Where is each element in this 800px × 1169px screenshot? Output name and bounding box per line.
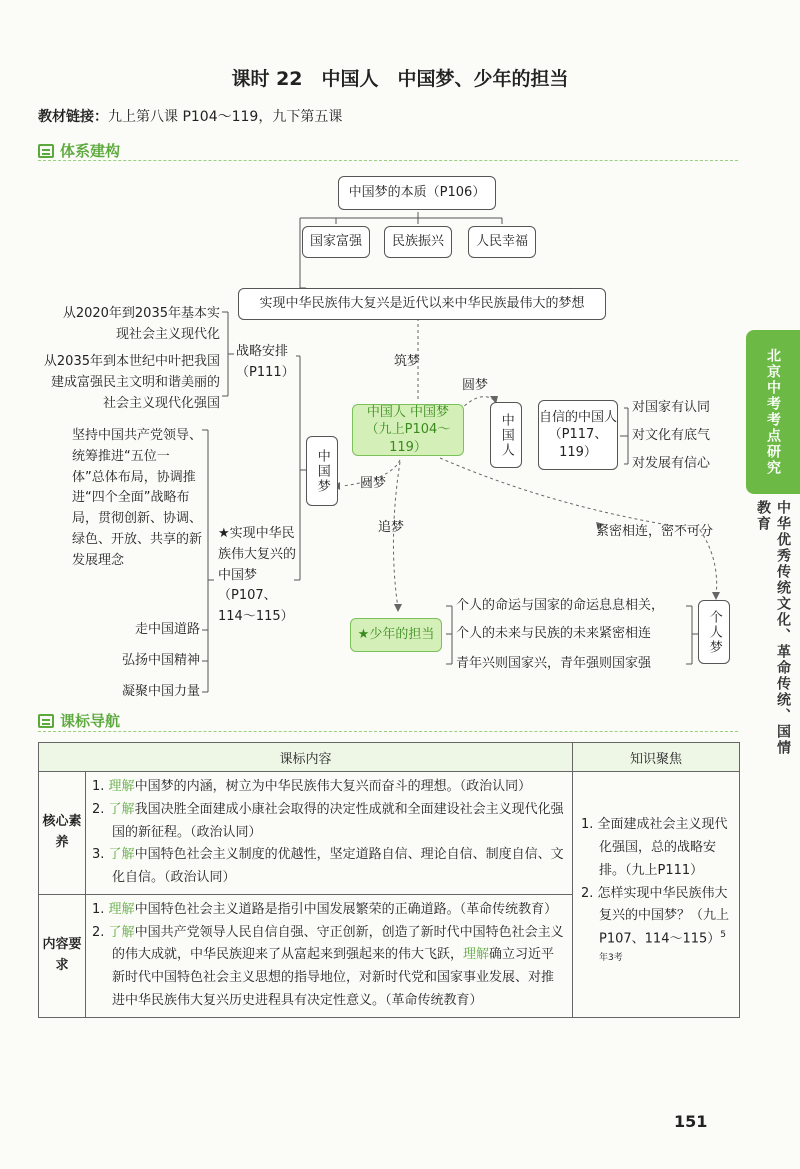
list-item: [92, 844, 566, 890]
strategy-item-2035: 从2020年到2035年基本实现社会主义现代化: [62, 306, 220, 342]
confident-item-culture: 对文化有底气: [632, 428, 711, 443]
textbook-link-label: 教材链接：: [38, 109, 108, 125]
table-header-row: [39, 743, 740, 772]
zhongguomeng-box: 中国梦: [306, 436, 338, 506]
item-verb: 理解: [463, 947, 490, 963]
dream-definition-box: 实现中华民族伟大复兴是近代以来中华民族最伟大的梦想: [238, 288, 606, 320]
essence-box: 中国梦的本质（P106）: [338, 176, 496, 210]
item-verb: 理解: [108, 779, 135, 794]
textbook-link-text: 九上第八课 P104～119，九下第五课: [108, 109, 343, 125]
essence-item-national-rejuvenation: 民族振兴: [384, 226, 452, 258]
center-pages: （九上P104～119）: [365, 422, 451, 455]
focus-text: 怎样实现中华民族伟大复兴的中国梦？（九上 P107、114～115）: [597, 885, 730, 947]
item-verb: 了解: [108, 801, 135, 817]
col-header-content: 课标内容: [39, 743, 573, 772]
item-text: 中国共产党领导人民自信自强、守正创新，创造了新时代中国特色社会主义的伟大成就，中华民族迎来了从富起来到强起来的伟大飞跃，: [112, 924, 564, 963]
item-text: 中国特色社会主义制度的优越性，坚定道路自信、理论自信、制度自信、文化自信。（政治认同）: [112, 847, 564, 885]
item-num: 2.: [92, 801, 105, 817]
section-title-system: 体系建构: [60, 142, 121, 160]
item-text: 中国梦的内涵，树立为中华民族伟大复兴而奋斗的理想。（政治认同）: [134, 779, 532, 794]
section-divider: [38, 731, 738, 732]
yuanmeng-label-upper: 圆梦: [462, 378, 489, 393]
item-num: 1.: [92, 779, 105, 794]
youth-box: ★少年的担当: [350, 618, 442, 652]
realize-item-road: 走中国道路: [134, 622, 200, 637]
item-text: 确立习近平新时代中国特色社会主义思想的指导地位，对新时代党和国家事业发展、对推进中华民族伟大复兴历史进程具有决定性意义。（革命传统教育）: [112, 947, 555, 1008]
section-header-standards: [38, 710, 120, 731]
table-row: [39, 772, 740, 895]
confident-item-country: 对国家有认同: [632, 400, 711, 415]
core-items: [86, 772, 573, 895]
item-verb: 了解: [108, 924, 135, 940]
center-box: [352, 404, 464, 456]
zhongguoren-box: 中国人: [490, 402, 522, 468]
strategy-label: 战略安排（P111）: [236, 344, 295, 380]
realize-item-principles: 坚持中国共产党领导、统筹推进“五位一体”总体布局，协调推进“四个全面”战略布局，贯彻创新、协调、绿色、开放、共享的新发展理念: [72, 428, 203, 568]
essence-item-prosperous-country: 国家富强: [302, 226, 370, 258]
list-item: [92, 922, 566, 1013]
youth-item-youth-strong: 青年兴则国家兴，青年强则国家强: [456, 656, 652, 671]
focus-num: 1.: [581, 817, 594, 833]
center-title: 中国人 中国梦: [366, 404, 450, 420]
side-tab-topic: 北京中考考点研究: [746, 330, 800, 494]
realize-item-strength: 凝聚中国力量: [121, 684, 200, 699]
item-verb: 理解: [108, 901, 135, 917]
confident-box: 自信的中国人（P117、119）: [538, 400, 618, 470]
standards-table: [38, 742, 740, 1018]
youth-item-fate: 个人的命运与国家的命运息息相关，: [456, 598, 665, 613]
item-num: 1.: [92, 901, 105, 917]
youth-item-future: 个人的未来与民族的未来紧密相连: [456, 626, 652, 641]
list-item: [92, 799, 566, 845]
row-label-core: 核心素养: [39, 772, 86, 895]
item-num: 2.: [92, 924, 105, 940]
essence-item-people-happiness: 人民幸福: [468, 226, 536, 258]
col-header-focus: 知识聚焦: [573, 743, 740, 772]
exam-frequency-badge: 5年3考: [599, 930, 727, 964]
section-title-standards: 课标导航: [60, 712, 121, 730]
yuanmeng-label-lower: 圆梦: [360, 476, 387, 491]
row-label-requirements: 内容要求: [39, 894, 86, 1017]
close-link-label: 紧密相连，密不可分: [596, 524, 714, 539]
item-text: 我国决胜全面建成小康社会取得的决定性成就和全面建设社会主义现代化强国的新征程。（政治认同）: [112, 801, 564, 840]
page-title: 课时 22 中国人 中国梦、少年的担当: [231, 68, 569, 90]
focus-text: 全面建成社会主义现代化强国，总的战略安排。（九上P111）: [597, 817, 728, 878]
item-verb: 了解: [108, 847, 135, 863]
focus-item: [581, 883, 731, 975]
realize-item-spirit: 弘扬中国精神: [121, 653, 200, 668]
focus-item: [581, 814, 731, 882]
item-text: 中国特色社会主义道路是指引中国发展繁荣的正确道路。（革命传统教育）: [134, 901, 558, 917]
page-number: 151: [674, 1112, 708, 1131]
zhumeng-label: 筑梦: [394, 354, 421, 369]
zhuimeng-label: 追梦: [378, 520, 405, 535]
confident-item-development: 对发展有信心: [632, 456, 711, 471]
notebook-icon: [38, 714, 54, 728]
focus-cell: [573, 772, 740, 1018]
side-tab-category: 中华优秀传统文化、革命传统、国情教育: [755, 500, 791, 756]
item-num: 3.: [92, 847, 105, 863]
list-item: [92, 899, 566, 922]
geren-box: 个人梦: [698, 600, 730, 664]
realize-label: ★实现中华民族伟大复兴的中国梦（P107、114～115）: [218, 526, 297, 625]
focus-num: 2.: [581, 885, 594, 901]
strategy-item-mid-century: 从2035年到本世纪中叶把我国建成富强民主文明和谐美丽的社会主义现代化强国: [43, 354, 220, 411]
list-item: [92, 776, 566, 799]
requirement-items: [86, 894, 573, 1017]
